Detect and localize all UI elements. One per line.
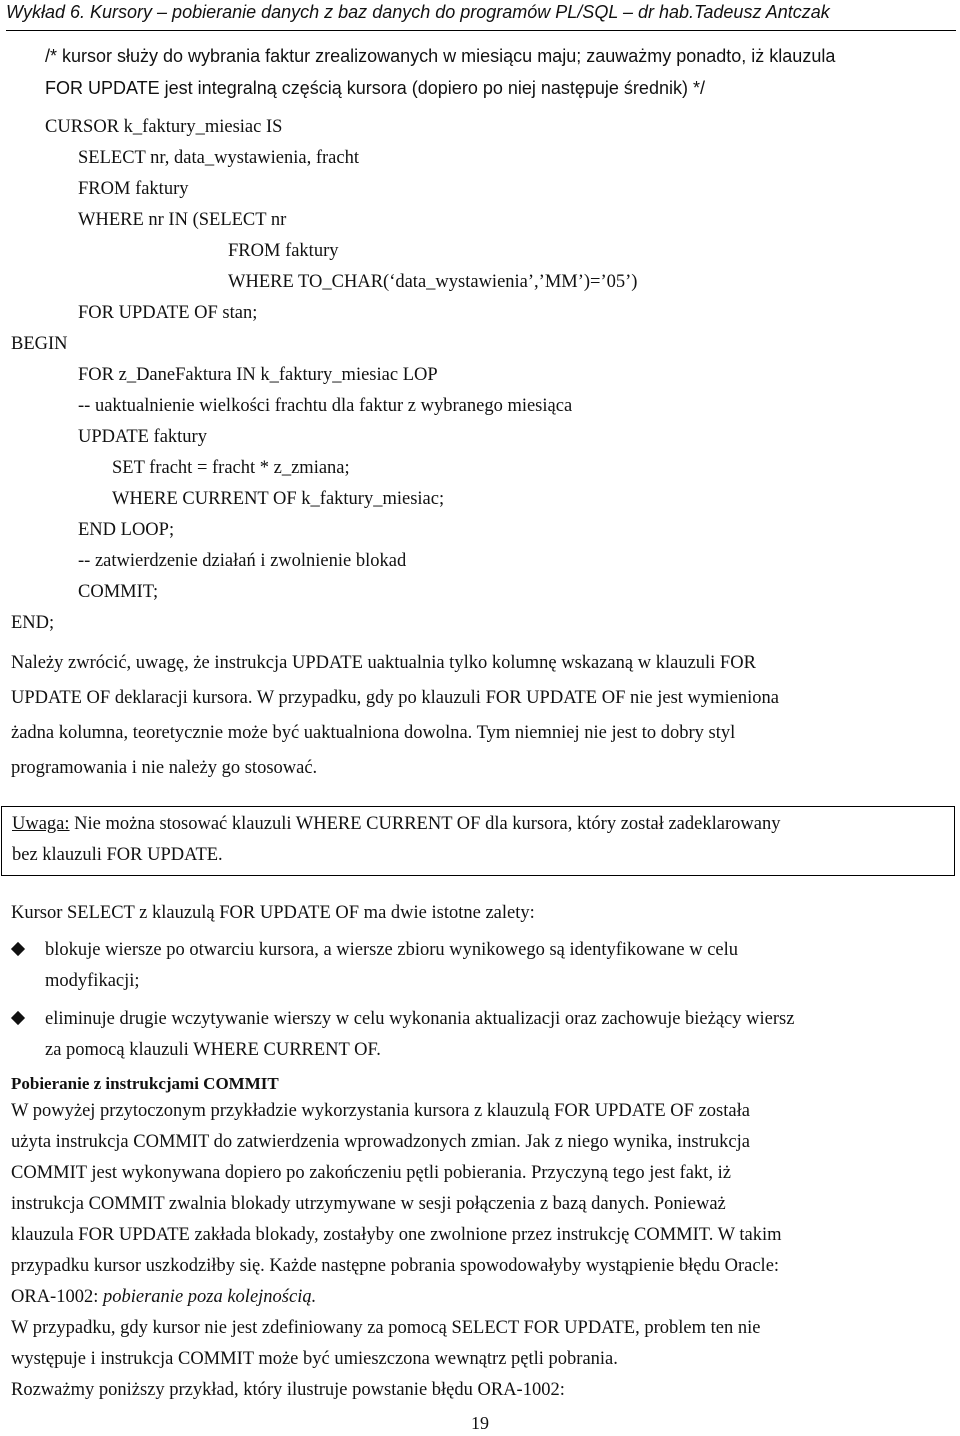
paragraph-commit (11, 1096, 946, 1406)
text-line: W przypadku, gdy kursor nie jest zdefiniowany za pomocą SELECT FOR UPDATE, problem ten nie (11, 1318, 761, 1338)
code-comment-line-2: FOR UPDATE jest integralną częścią kursora (dopiero po niej następuje średnik) */ (45, 78, 705, 98)
text-line: użyta instrukcja COMMIT do zatwierdzenia wprowadzonych zmian. Jak z niego wynika, instrukcja (11, 1132, 750, 1152)
text-line: eliminuje drugie wczytywanie wierszy w celu wykonania aktualizacji oraz zachowuje bieżący wiersz (45, 1009, 795, 1029)
paragraph-update-note (11, 646, 946, 786)
code-line: BEGIN (11, 334, 68, 354)
code-line: -- uaktualnienie wielkości frachtu dla faktur z wybranego miesiąca (78, 396, 573, 416)
diamond-bullet-icon (11, 1011, 25, 1025)
list-item (11, 1004, 946, 1066)
diamond-bullet-icon (11, 942, 25, 956)
text-line: UPDATE OF deklaracji kursora. W przypadku, gdy po klauzuli FOR UPDATE OF nie jest wymieniona (11, 688, 779, 708)
text-line: blokuje wiersze po otwarciu kursora, a wiersze zbioru wynikowego są identyfikowane w celu (45, 940, 739, 960)
text-line: przypadku kursor uszkodziłby się. Każde następne pobrania spowodowałyby wystąpienie błędu Oracle: (11, 1256, 780, 1276)
code-line: UPDATE faktury (78, 427, 207, 447)
code-line: SET fracht = fracht * z_zmiana; (112, 458, 350, 478)
code-line: CURSOR k_faktury_miesiac IS (45, 117, 283, 137)
note-label: Uwaga: (12, 814, 70, 834)
page-number: 19 (471, 1413, 489, 1433)
code-line: END; (11, 613, 55, 633)
code-line: FROM faktury (228, 241, 339, 261)
code-line: WHERE TO_CHAR(‘data_wystawienia’,’MM’)=’05’) (228, 272, 638, 292)
text-line: COMMIT jest wykonywana dopiero po zakończeniu pętli pobierania. Przyczyną tego jest fakt, iż (11, 1163, 731, 1183)
warning-note-box (1, 806, 955, 876)
list-item (11, 935, 946, 997)
code-line: FOR UPDATE OF stan; (78, 303, 258, 323)
text-line (11, 1282, 946, 1313)
text-line: za pomocą klauzuli WHERE CURRENT OF. (45, 1040, 381, 1060)
text-line: Rozważmy poniższy przykład, który ilustruje powstanie błędu ORA-1002: (11, 1380, 565, 1400)
code-line: FROM faktury (78, 179, 189, 199)
code-block (0, 112, 960, 632)
page-header: Wykład 6. Kursory – pobieranie danych z baz danych do programów PL/SQL – dr hab.Tadeusz Antczak (6, 0, 956, 31)
text-line: występuje i instrukcja COMMIT może być umieszczona wewnątrz pętli pobrania. (11, 1349, 618, 1369)
code-comment-line-1: /* kursor służy do wybrania faktur zrealizowanych w miesiącu maju; zauważmy ponadto, iż klauzula (45, 46, 836, 66)
advantages-intro: Kursor SELECT z klauzulą FOR UPDATE OF ma dwie istotne zalety: (11, 903, 535, 923)
error-message: pobieranie poza kolejnością. (103, 1287, 317, 1307)
code-line: WHERE CURRENT OF k_faktury_miesiac; (112, 489, 445, 509)
code-line: COMMIT; (78, 582, 159, 602)
text-line: żadna kolumna, teoretycznie może być uaktualniona dowolna. Tym niemniej nie jest to dobry styl (11, 723, 736, 743)
text-line: modyfikacji; (45, 971, 140, 991)
note-text: Nie można stosować klauzuli WHERE CURRENT OF dla kursora, który został zadeklarowany (69, 814, 781, 834)
code-line: -- zatwierdzenie działań i zwolnienie blokad (78, 551, 407, 571)
code-line: SELECT nr, data_wystawienia, fracht (78, 148, 359, 168)
text-line: instrukcja COMMIT zwalnia blokady utrzymywane w sesji połączenia z bazą danych. Ponieważ (11, 1194, 726, 1214)
error-code: ORA-1002: (11, 1287, 103, 1307)
note-text-line-2: bez klauzuli FOR UPDATE. (12, 845, 223, 865)
code-line: WHERE nr IN (SELECT nr (78, 210, 287, 230)
text-line: programowania i nie należy go stosować. (11, 758, 318, 778)
section-heading: Pobieranie z instrukcjami COMMIT (11, 1074, 279, 1093)
text-line: W powyżej przytoczonym przykładzie wykorzystania kursora z klauzulą FOR UPDATE OF została (11, 1101, 750, 1121)
text-line: Należy zwrócić, uwagę, że instrukcja UPDATE uaktualnia tylko kolumnę wskazaną w klauzuli FOR (11, 653, 756, 673)
code-line: FOR z_DaneFaktura IN k_faktury_miesiac LOP (78, 365, 438, 385)
code-line: END LOOP; (78, 520, 175, 540)
text-line: klauzula FOR UPDATE zakłada blokady, zostałyby one zwolnione przez instrukcję COMMIT. W takim (11, 1225, 782, 1245)
